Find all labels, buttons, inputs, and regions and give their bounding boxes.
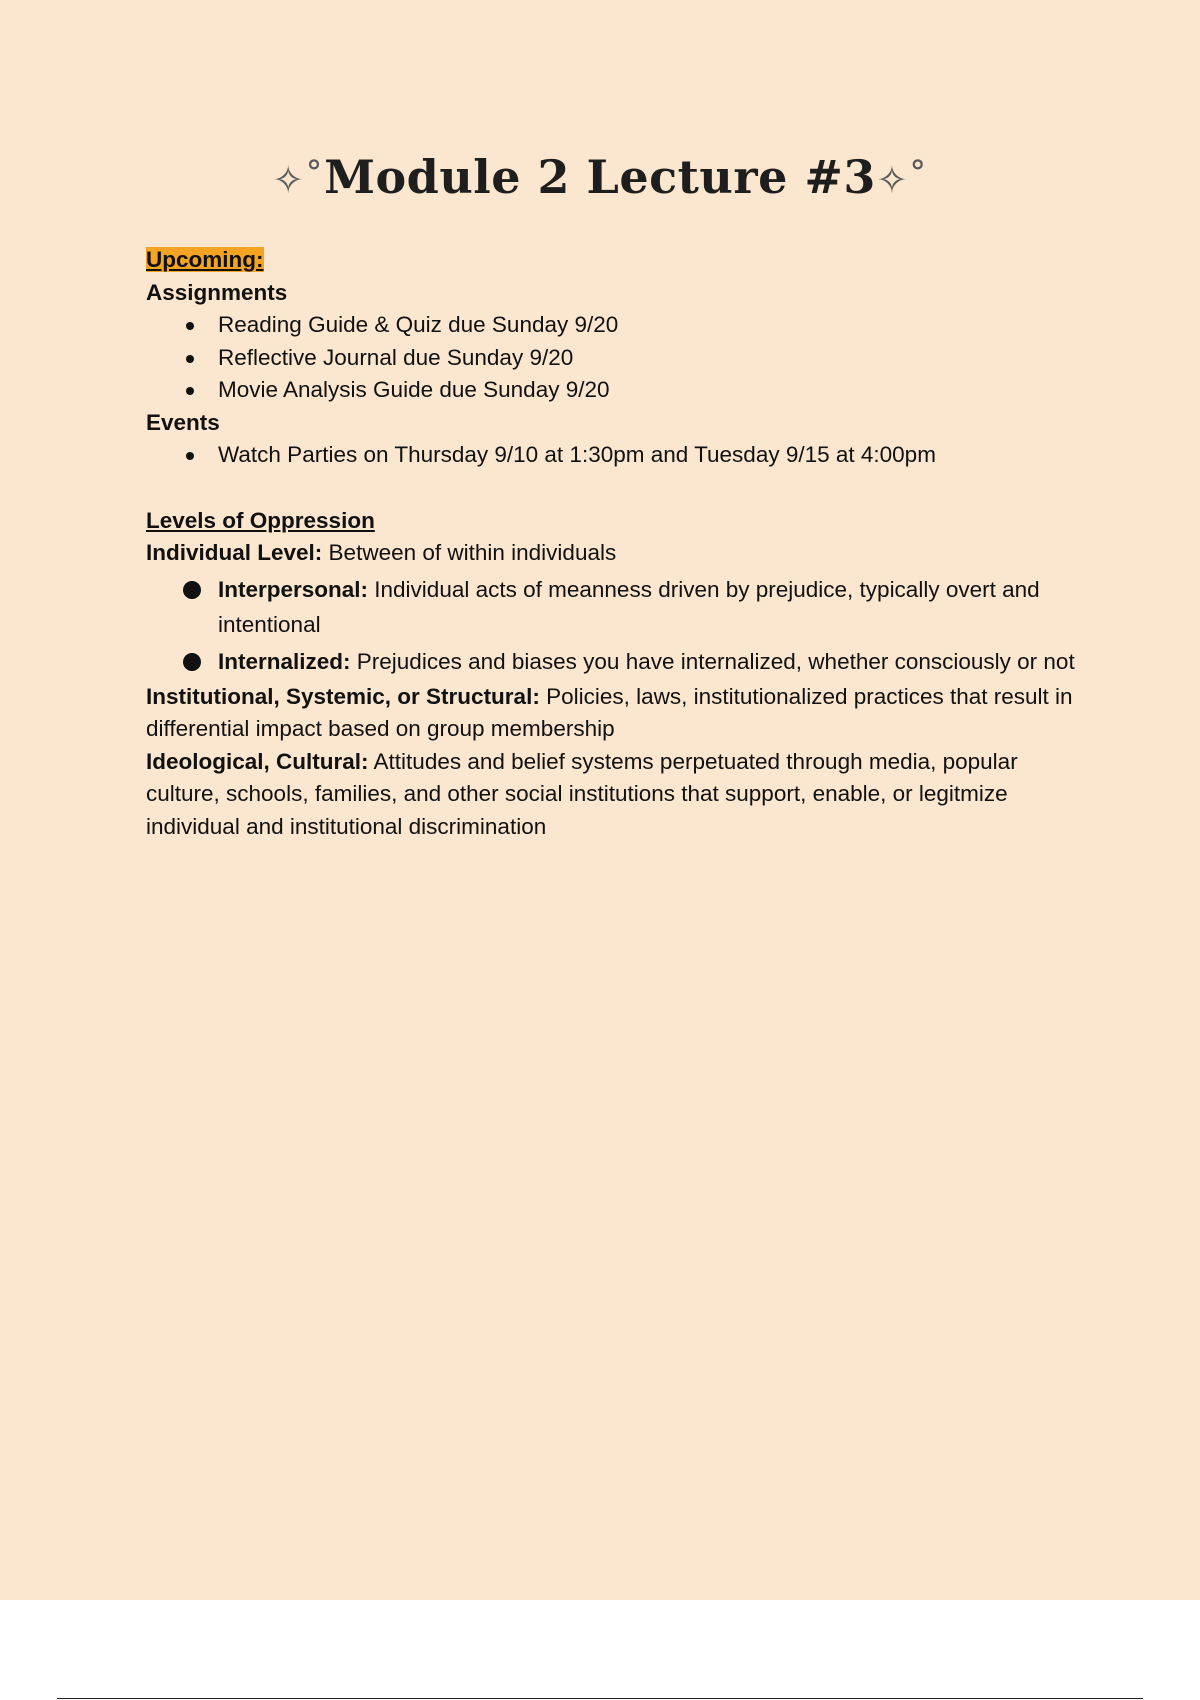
list-item <box>146 644 1086 679</box>
assignments-heading: Assignments <box>146 279 288 305</box>
term: Interpersonal: <box>218 576 369 602</box>
footer-divider <box>57 1698 1143 1699</box>
definition: Prejudices and biases you have internalized, whether consciously or not <box>350 648 1075 674</box>
title-text: Module 2 Lecture #3 <box>324 150 876 204</box>
sparkle-icon-right: ✧˚ <box>875 158 928 202</box>
upcoming-heading <box>146 244 1086 277</box>
individual-level <box>146 537 1086 570</box>
assignments-list <box>146 309 1086 407</box>
page-title <box>0 150 1200 204</box>
definition: Policies, laws, institutionalized practices that result in differential impact based on group membership <box>146 683 1073 741</box>
definition: Individual acts of meanness driven by prejudice, typically overt and intentional <box>218 576 1040 637</box>
term: Institutional, Systemic, or Structural: <box>146 683 540 709</box>
list-item: Reading Guide & Quiz due Sunday 9/20 <box>146 309 1086 342</box>
ideological-level <box>146 746 1086 844</box>
events-heading: Events <box>146 409 220 435</box>
sparkle-icon-left: ✧˚ <box>272 158 325 202</box>
term: Internalized: <box>218 648 351 674</box>
upcoming-label: Upcoming: <box>146 247 264 272</box>
document-body <box>146 244 1086 843</box>
list-item: Watch Parties on Thursday 9/10 at 1:30pm and Tuesday 9/15 at 4:00pm <box>146 439 1086 472</box>
institutional-level <box>146 681 1086 746</box>
list-item <box>146 572 1086 642</box>
list-item: Movie Analysis Guide due Sunday 9/20 <box>146 374 1086 407</box>
term: Ideological, Cultural: <box>146 748 369 774</box>
definition: Attitudes and belief systems perpetuated through media, popular culture, schools, families, and other social institutions that support, enable, or legitmize individual and institutional discrimination <box>146 748 1018 839</box>
individual-sublevels <box>146 572 1086 679</box>
definition: Between of within individuals <box>322 540 617 565</box>
events-list <box>146 439 1086 472</box>
term: Individual Level: <box>146 540 323 565</box>
levels-heading: Levels of Oppression <box>146 507 375 533</box>
spacer <box>146 472 1086 505</box>
list-item: Reflective Journal due Sunday 9/20 <box>146 342 1086 375</box>
